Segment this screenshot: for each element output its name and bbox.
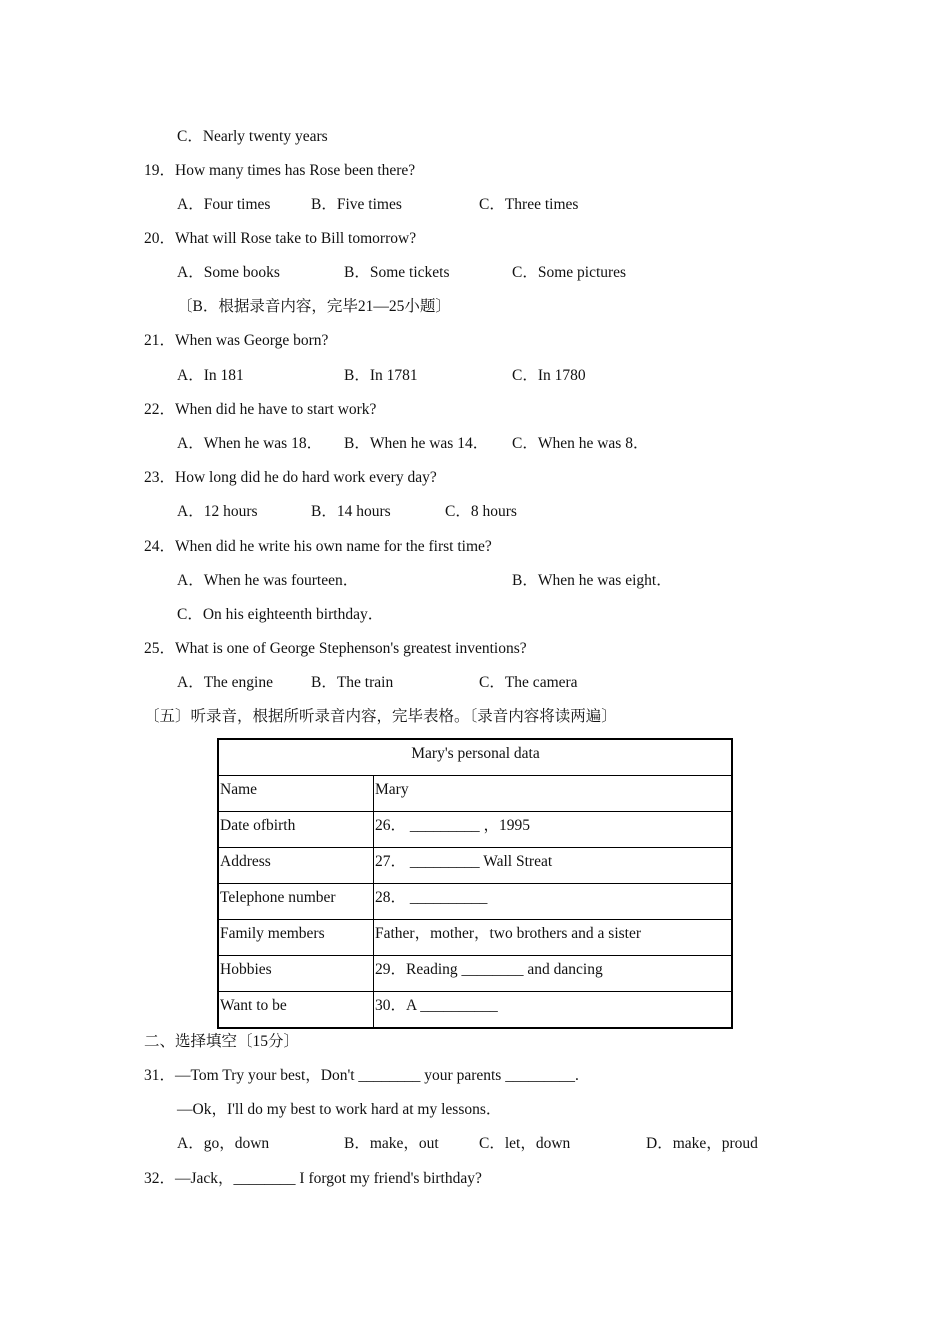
q21-option-c: C．In 1780 (512, 367, 586, 384)
row-value: 26． _________ ，1995 (374, 812, 733, 848)
q19-option-c: C．Three times (479, 196, 579, 213)
q23-option-c: C．8 hours (445, 503, 517, 520)
q31-stem: 31．—Tom Try your best，Don't ________ your parents _________. (144, 1067, 579, 1084)
table-row (218, 992, 732, 1029)
row-value: 30．A __________ (374, 992, 733, 1029)
q24-option-c: C．On his eighteenth birthday． (177, 606, 384, 623)
row-value: Mary (374, 776, 733, 812)
table-row (218, 776, 732, 812)
q19-option-a: A．Four times (177, 196, 271, 213)
q19-option-b: B．Five times (311, 196, 402, 213)
q24-option-b: B．When he was eight． (512, 572, 672, 589)
part-2-heading: 二、选择填空〔15分〕 (144, 1033, 300, 1050)
q31-reply: —Ok，I'll do my best to work hard at my lessons． (177, 1101, 502, 1118)
q32-stem: 32．—Jack，________ I forgot my friend's birthday? (144, 1170, 482, 1187)
q23-option-a: A．12 hours (177, 503, 258, 520)
q24-stem: 24．When did he write his own name for the first time? (144, 538, 492, 555)
table-row (218, 920, 732, 956)
q22-stem: 22．When did he have to start work? (144, 401, 377, 418)
row-key: Date ofbirth (218, 812, 374, 848)
q22-option-b: B．When he was 14． (344, 435, 489, 452)
row-key: Hobbies (218, 956, 374, 992)
q25-option-b: B．The train (311, 674, 394, 691)
row-value: 27． _________ Wall Streat (374, 848, 733, 884)
table-header-row (218, 739, 732, 776)
row-key: Name (218, 776, 374, 812)
personal-data-table (217, 738, 733, 1029)
q22-option-a: A．When he was 18． (177, 435, 323, 452)
q23-stem: 23．How long did he do hard work every day? (144, 469, 437, 486)
q22-option-c: C．When he was 8． (512, 435, 649, 452)
q20-stem: 20．What will Rose take to Bill tomorrow? (144, 230, 417, 247)
section-b-heading: 〔B．根据录音内容，完毕21—25小题〕 (177, 298, 451, 315)
q31-option-a: A．go，down (177, 1135, 270, 1152)
row-value: 29．Reading ________ and dancing (374, 956, 733, 992)
section-5-heading: 〔五〕听录音，根据所听录音内容，完毕表格。〔录音内容将读两遍〕 (144, 708, 617, 725)
row-value: 28． __________ (374, 884, 733, 920)
q24-option-a: A．When he was fourteen． (177, 572, 359, 589)
q21-stem: 21．When was George born? (144, 332, 329, 349)
q25-stem: 25．What is one of George Stephenson's greatest inventions? (144, 640, 527, 657)
row-key: Family members (218, 920, 374, 956)
row-key: Want to be (218, 992, 374, 1029)
row-key: Telephone number (218, 884, 374, 920)
q31-option-c: C．let，down (479, 1135, 571, 1152)
q31-option-b: B．make，out (344, 1135, 439, 1152)
table-title: Mary's personal data (218, 739, 732, 776)
q23-option-b: B．14 hours (311, 503, 391, 520)
q20-option-c: C．Some pictures (512, 264, 627, 281)
table-row (218, 848, 732, 884)
q21-option-b: B．In 1781 (344, 367, 418, 384)
q25-option-c: C．The camera (479, 674, 578, 691)
q20-option-b: B．Some tickets (344, 264, 450, 281)
table-row (218, 812, 732, 848)
table-row (218, 884, 732, 920)
q31-option-d: D．make，proud (646, 1135, 758, 1152)
q21-option-a: A．In 181 (177, 367, 244, 384)
row-key: Address (218, 848, 374, 884)
q20-option-a: A．Some books (177, 264, 280, 281)
row-value: Father，mother，two brothers and a sister (374, 920, 733, 956)
q25-option-a: A．The engine (177, 674, 273, 691)
q18-option-c: C．Nearly twenty years (177, 128, 328, 145)
q19-stem: 19．How many times has Rose been there? (144, 162, 416, 179)
table-row (218, 956, 732, 992)
